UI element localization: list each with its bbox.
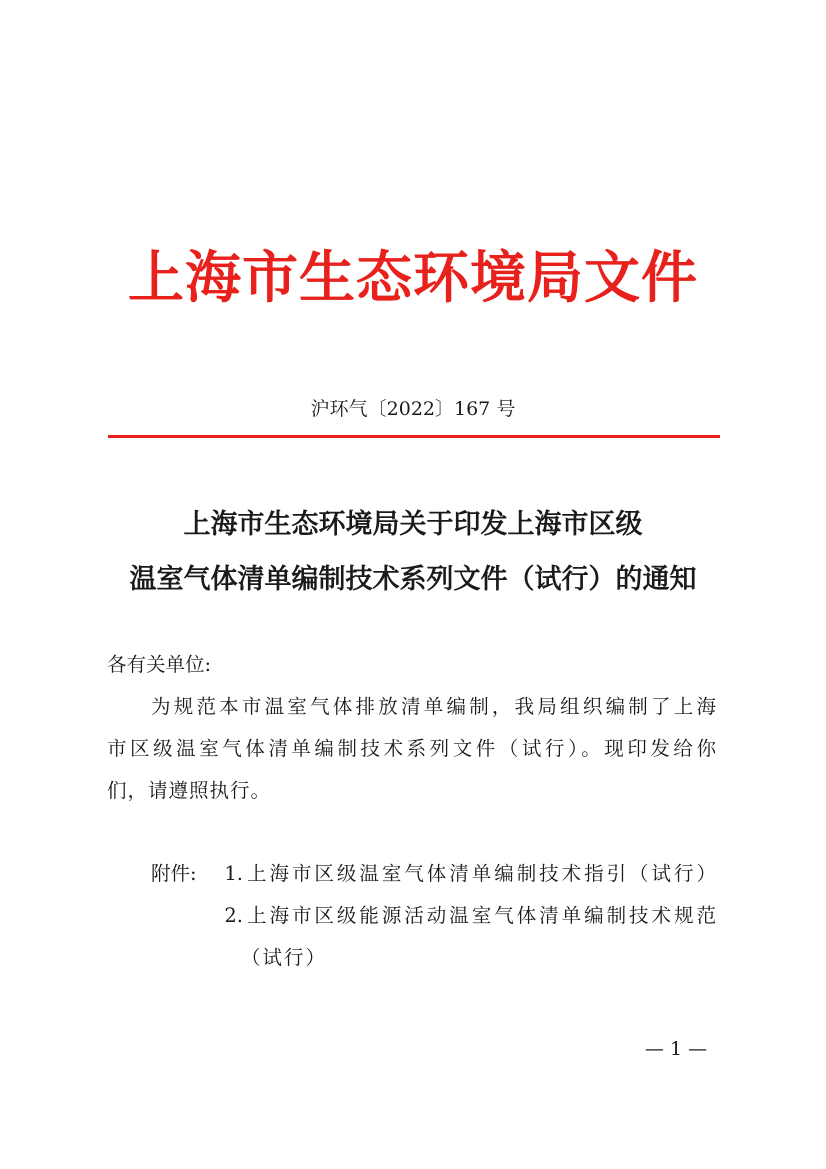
masthead-title: 上海市生态环境局文件 <box>128 245 698 311</box>
paragraph-line-2: 市区级温室气体清单编制技术系列文件（试行）。现印发给你 <box>107 737 716 760</box>
attachment-item-2-continued: （试行） <box>241 946 328 969</box>
attachment-number-1: 1. <box>224 862 243 885</box>
attachment-item-2: 上海市区级能源活动温室气体清单编制技术规范 <box>247 904 716 927</box>
addressee: 各有关单位: <box>107 653 212 676</box>
notice-title-line-1: 上海市生态环境局关于印发上海市区级 <box>183 509 643 540</box>
attachments-label: 附件: <box>151 862 197 885</box>
notice-title-line-2: 温室气体清单编制技术系列文件（试行）的通知 <box>129 564 697 595</box>
paragraph-line-3: 们，请遵照执行。 <box>107 779 272 802</box>
document-number: 沪环气〔2022〕167 号 <box>310 398 516 420</box>
page-number: — 1 — <box>644 1038 708 1060</box>
attachment-item-1: 上海市区级温室气体清单编制技术指引（试行） <box>247 862 716 885</box>
paragraph-line-1: 为规范本市温室气体排放清单编制，我局组织编制了上海 <box>151 695 716 718</box>
attachment-number-2: 2. <box>224 904 243 927</box>
red-divider <box>108 435 720 438</box>
